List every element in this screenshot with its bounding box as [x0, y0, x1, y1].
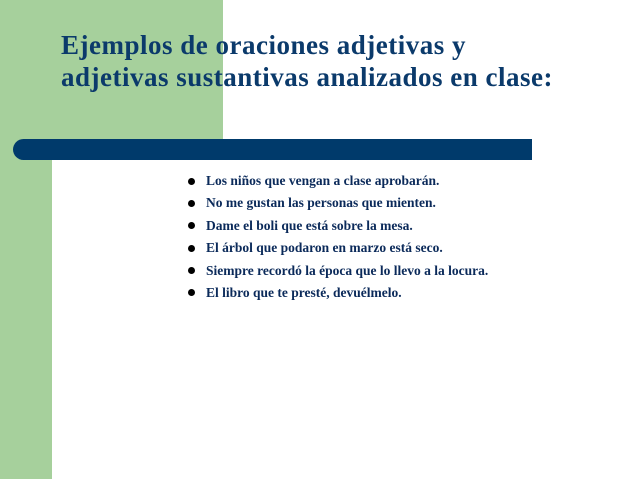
left-accent-band — [0, 0, 52, 479]
title-underline-bar — [13, 139, 532, 160]
bullet-icon — [188, 178, 195, 185]
bullet-icon — [188, 289, 195, 296]
list-item — [183, 172, 488, 194]
list-item-text: El árbol que podaron en marzo está seco. — [206, 240, 443, 256]
list-item-text: No me gustan las personas que mienten. — [206, 195, 436, 211]
list-item-text: Siempre recordó la época que lo llevo a la locura. — [206, 262, 489, 278]
bullet-icon — [188, 222, 195, 229]
list-item — [183, 217, 488, 239]
list-item — [183, 239, 488, 261]
bullet-icon — [188, 200, 195, 207]
list-item — [183, 262, 488, 284]
list-item-text: El libro que te presté, devuélmelo. — [206, 284, 402, 300]
list-item-text: Los niños que vengan a clase aprobarán. — [206, 173, 440, 188]
example-sentence-list — [183, 172, 488, 306]
list-item — [183, 284, 488, 306]
list-item — [183, 194, 488, 216]
bullet-icon — [188, 267, 195, 274]
bullet-icon — [188, 245, 195, 252]
list-item-text: Dame el boli que está sobre la mesa. — [206, 217, 413, 233]
slide-title: Ejemplos de oraciones adjetivas y adjetivas sustantivas analizados en clase: — [61, 30, 554, 92]
